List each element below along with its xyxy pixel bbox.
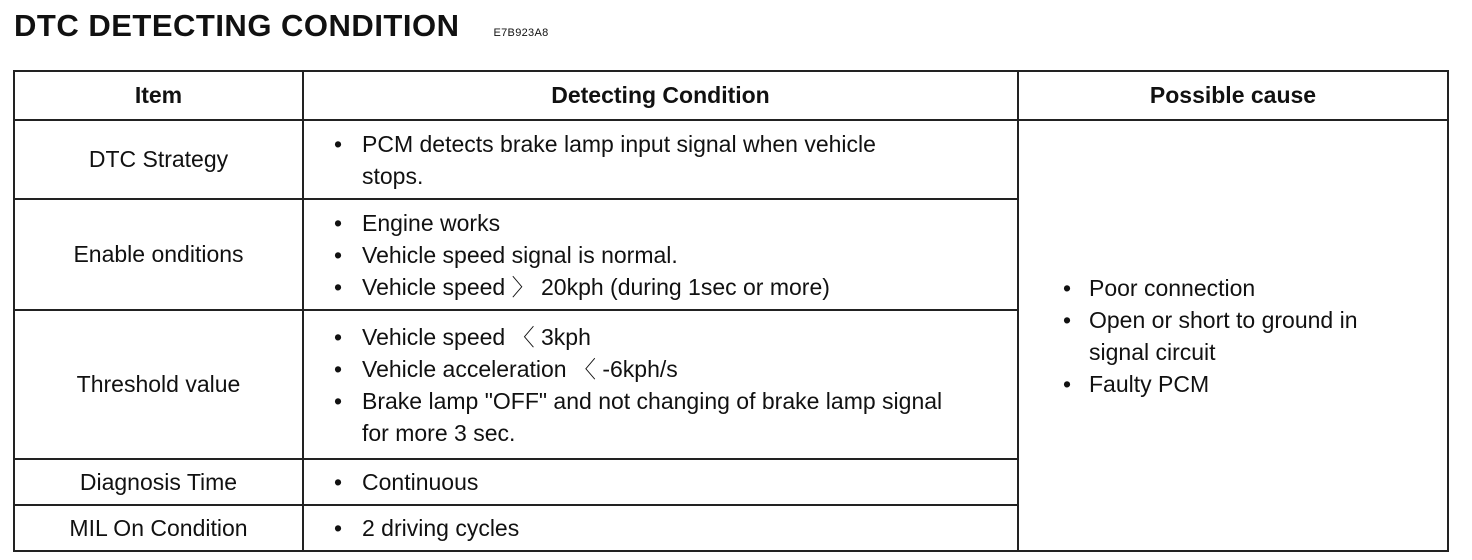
possible-cause-cell [1018,120,1448,551]
condition-list [330,128,1007,192]
column-header-item: Item [14,71,303,120]
cause-item: • Faulty PCM [1059,368,1437,400]
condition-item: • Vehicle speed 〈 3kph [330,321,1007,353]
cause-item: • Open or short to ground in signal circuit [1059,304,1389,368]
table-header-row [14,71,1448,120]
condition-item: • Continuous [330,466,1007,498]
column-header-possible-cause: Possible cause [1018,71,1448,120]
condition-item: • Engine works [330,207,1007,239]
condition-list [330,207,1007,303]
row-conditions [303,310,1018,459]
condition-item: • Vehicle speed signal is normal. [330,239,1007,271]
row-item-label: DTC Strategy [14,120,303,199]
column-header-detecting-condition: Detecting Condition [303,71,1018,120]
row-item-label: Threshold value [14,310,303,459]
row-conditions [303,459,1018,505]
row-conditions [303,199,1018,310]
condition-item: • Vehicle speed 〉 20kph (during 1sec or more) [330,271,1007,303]
page-title: DTC DETECTING CONDITION [14,8,460,43]
row-conditions [303,120,1018,199]
row-item-label: MIL On Condition [14,505,303,551]
condition-list [330,512,1007,544]
condition-item: • Brake lamp "OFF" and not changing of brake lamp signal for more 3 sec. [330,385,952,449]
document-code: E7B923A8 [493,27,549,39]
condition-item: • 2 driving cycles [330,512,1007,544]
condition-list [330,321,1007,449]
row-conditions [303,505,1018,551]
page-header [14,8,549,52]
possible-cause-list [1059,272,1437,400]
condition-list [330,466,1007,498]
condition-item: • Vehicle acceleration 〈 -6kph/s [330,353,1007,385]
table-row-dtc-strategy [14,120,1448,199]
row-item-label: Diagnosis Time [14,459,303,505]
condition-item: • PCM detects brake lamp input signal when vehicle stops. [330,128,922,192]
row-item-label: Enable onditions [14,199,303,310]
dtc-condition-table [13,70,1449,552]
cause-item: • Poor connection [1059,272,1437,304]
